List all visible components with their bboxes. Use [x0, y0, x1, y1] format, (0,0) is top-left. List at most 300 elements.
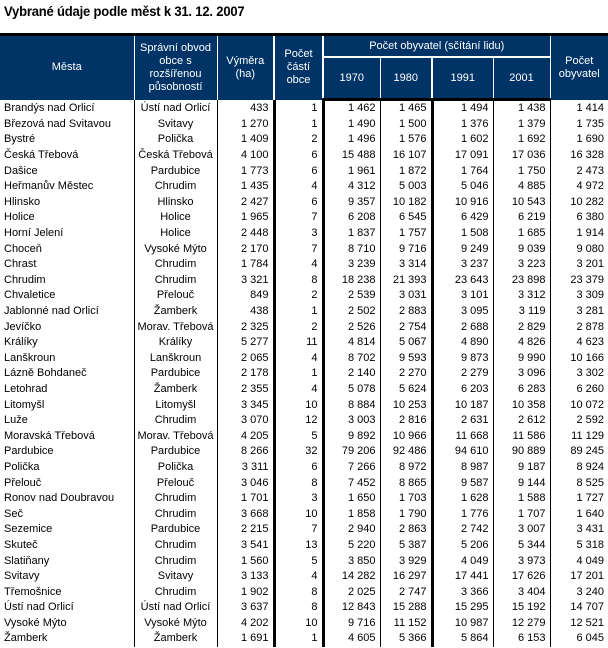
- table-row: [0, 335, 608, 351]
- table-row: [0, 257, 608, 273]
- cell-obvod: Chrudim: [134, 179, 217, 195]
- cell-mesto: Jevíčko: [4, 320, 42, 333]
- table-row: [0, 444, 608, 460]
- cell-obvod: Česká Třebová: [134, 148, 217, 164]
- cell-1970: 14 282: [323, 569, 380, 585]
- table-row: [0, 631, 608, 647]
- cell-1970: 8 884: [323, 397, 380, 413]
- cell-1970: 5 078: [323, 382, 380, 398]
- cell-2001: 3 223: [493, 257, 550, 273]
- cell-obvod: Chrudim: [134, 273, 217, 289]
- cell-obvod: Chrudim: [134, 413, 217, 429]
- cell-obvod: Přelouč: [134, 475, 217, 491]
- cell-1980: 3 314: [380, 257, 432, 273]
- cell-1980: 3 929: [380, 553, 432, 569]
- cell-casti: 8: [274, 273, 323, 289]
- cell-1970: 1 496: [323, 132, 380, 148]
- cell-obvod: Chrudim: [134, 538, 217, 554]
- cell-1970: 7 452: [323, 475, 380, 491]
- cell-vymera: 4 205: [217, 428, 274, 444]
- cell-1980: 5 387: [380, 538, 432, 554]
- cell-1980: 21 393: [380, 273, 432, 289]
- table-row: [0, 616, 608, 632]
- cell-casti: 10: [274, 506, 323, 522]
- cell-1970: 3 850: [323, 553, 380, 569]
- table-row: [0, 304, 608, 320]
- cell-obvod: Žamberk: [134, 631, 217, 647]
- cell-1991: 5 046: [432, 179, 493, 195]
- cell-pocet: 3 431: [550, 522, 608, 538]
- cell-1970: 2 025: [323, 584, 380, 600]
- cell-casti: 32: [274, 444, 323, 460]
- cell-pocet: 4 972: [550, 179, 608, 195]
- cell-pocet: 3 240: [550, 584, 608, 600]
- cell-pocet: 8 924: [550, 460, 608, 476]
- cell-1970: 5 220: [323, 538, 380, 554]
- cell-obvod: Svitavy: [134, 569, 217, 585]
- cell-2001: 3 312: [493, 288, 550, 304]
- cell-vymera: 2 215: [217, 522, 274, 538]
- cell-1980: 6 545: [380, 210, 432, 226]
- cell-1991: 3 101: [432, 288, 493, 304]
- table-row: [0, 522, 608, 538]
- cell-2001: 1 692: [493, 132, 550, 148]
- cell-mesto: Chvaletice: [4, 289, 56, 302]
- cell-1980: 2 747: [380, 584, 432, 600]
- cell-1991: 1 764: [432, 163, 493, 179]
- cell-1980: 2 863: [380, 522, 432, 538]
- cell-1991: 4 890: [432, 335, 493, 351]
- cell-2001: 9 990: [493, 351, 550, 367]
- cell-vymera: 2 065: [217, 351, 274, 367]
- cell-pocet: 10 282: [550, 195, 608, 211]
- cell-mesto: Heřmanův Městec: [4, 180, 94, 193]
- cell-obvod: Chrudim: [134, 553, 217, 569]
- cell-casti: 1: [274, 631, 323, 647]
- cell-1970: 1 837: [323, 226, 380, 242]
- cell-1980: 10 182: [380, 195, 432, 211]
- cell-vymera: 3 668: [217, 506, 274, 522]
- cell-casti: 2: [274, 319, 323, 335]
- cell-mesto: Choceň: [4, 242, 42, 255]
- cell-1991: 1 508: [432, 226, 493, 242]
- cell-casti: 12: [274, 413, 323, 429]
- cell-vymera: 3 345: [217, 397, 274, 413]
- cell-1980: 11 152: [380, 616, 432, 632]
- cell-mesto: Bystré: [4, 133, 36, 146]
- cell-1980: 1 500: [380, 117, 432, 133]
- cell-2001: 9 039: [493, 241, 550, 257]
- cell-vymera: 2 427: [217, 195, 274, 211]
- cell-1991: 6 429: [432, 210, 493, 226]
- cell-1970: 12 843: [323, 600, 380, 616]
- cell-2001: 1 379: [493, 117, 550, 133]
- cell-mesto: Králíky: [4, 336, 38, 349]
- cell-pocet: 3 309: [550, 288, 608, 304]
- cell-1980: 8 972: [380, 460, 432, 476]
- cell-vymera: 3 541: [217, 538, 274, 554]
- cell-casti: 6: [274, 148, 323, 164]
- table-row: [0, 460, 608, 476]
- table-row: [0, 366, 608, 382]
- cell-pocet: 4 049: [550, 553, 608, 569]
- table-row: [0, 163, 608, 179]
- cell-1980: 5 067: [380, 335, 432, 351]
- cell-vymera: 2 448: [217, 226, 274, 242]
- cell-vymera: 438: [217, 304, 274, 320]
- cell-1991: 1 602: [432, 132, 493, 148]
- cell-1980: 1 576: [380, 132, 432, 148]
- cell-obvod: Králíky: [134, 335, 217, 351]
- cell-casti: 2: [274, 288, 323, 304]
- cell-1991: 1 376: [432, 117, 493, 133]
- table-row: [0, 584, 608, 600]
- cell-2001: 1 438: [493, 100, 550, 117]
- cell-1980: 5 003: [380, 179, 432, 195]
- cell-pocet: 23 379: [550, 273, 608, 289]
- cell-vymera: 1 701: [217, 491, 274, 507]
- cell-pocet: 3 201: [550, 257, 608, 273]
- cell-casti: 4: [274, 179, 323, 195]
- cell-1980: 2 270: [380, 366, 432, 382]
- cell-obvod: Vysoké Mýto: [134, 241, 217, 257]
- cell-1991: 10 916: [432, 195, 493, 211]
- cell-1980: 16 297: [380, 569, 432, 585]
- cell-pocet: 2 473: [550, 163, 608, 179]
- cell-mesto: Vysoké Mýto: [4, 616, 67, 629]
- table-row: [0, 538, 608, 554]
- cell-mesto: Chrudim: [4, 273, 46, 286]
- cell-1970: 7 266: [323, 460, 380, 476]
- cell-2001: 9 187: [493, 460, 550, 476]
- cell-obvod: Lanškroun: [134, 351, 217, 367]
- cell-casti: 4: [274, 569, 323, 585]
- cell-pocet: 6 260: [550, 382, 608, 398]
- cell-obvod: Morav. Třebová: [134, 319, 217, 335]
- cell-casti: 3: [274, 226, 323, 242]
- cell-obvod: Chrudim: [134, 257, 217, 273]
- cell-mesto: Ústí nad Orlicí: [4, 601, 74, 614]
- cell-2001: 3 404: [493, 584, 550, 600]
- cell-mesto: Polička: [4, 460, 40, 473]
- table-row: [0, 506, 608, 522]
- col-header-casti: Počet částí obce: [274, 36, 323, 100]
- cell-casti: 8: [274, 584, 323, 600]
- cell-1991: 3 237: [432, 257, 493, 273]
- cell-obvod: Vysoké Mýto: [134, 616, 217, 632]
- cell-obvod: Ústí nad Orlicí: [134, 600, 217, 616]
- cell-vymera: 3 046: [217, 475, 274, 491]
- table-row: [0, 195, 608, 211]
- table-row: [0, 132, 608, 148]
- cell-obvod: Morav. Třebová: [134, 428, 217, 444]
- cell-1970: 2 502: [323, 304, 380, 320]
- cell-casti: 3: [274, 491, 323, 507]
- cell-2001: 1 750: [493, 163, 550, 179]
- cell-1970: 79 206: [323, 444, 380, 460]
- cell-1980: 8 865: [380, 475, 432, 491]
- cell-1980: 10 966: [380, 428, 432, 444]
- cell-obvod: Holice: [134, 210, 217, 226]
- cell-mesto: Luže: [4, 414, 28, 427]
- cell-1970: 4 312: [323, 179, 380, 195]
- table-row: [0, 413, 608, 429]
- cell-vymera: 3 637: [217, 600, 274, 616]
- table-row: [0, 382, 608, 398]
- cell-pocet: 12 521: [550, 616, 608, 632]
- cell-1991: 2 688: [432, 319, 493, 335]
- cell-2001: 5 344: [493, 538, 550, 554]
- table-row: [0, 100, 608, 117]
- cell-1991: 5 864: [432, 631, 493, 647]
- cell-casti: 10: [274, 616, 323, 632]
- cell-2001: 15 192: [493, 600, 550, 616]
- cell-vymera: 1 560: [217, 553, 274, 569]
- cell-mesto: Třemošnice: [4, 585, 62, 598]
- cell-pocet: 2 592: [550, 413, 608, 429]
- cell-pocet: 1 727: [550, 491, 608, 507]
- cell-2001: 23 898: [493, 273, 550, 289]
- cell-vymera: 3 070: [217, 413, 274, 429]
- table-row: [0, 491, 608, 507]
- table-row: [0, 553, 608, 569]
- cell-2001: 11 586: [493, 428, 550, 444]
- table-row: [0, 241, 608, 257]
- cell-pocet: 1 914: [550, 226, 608, 242]
- cell-pocet: 3 281: [550, 304, 608, 320]
- cell-vymera: 5 277: [217, 335, 274, 351]
- cell-vymera: 1 784: [217, 257, 274, 273]
- cell-2001: 12 279: [493, 616, 550, 632]
- cell-casti: 4: [274, 257, 323, 273]
- cell-1991: 17 091: [432, 148, 493, 164]
- cell-mesto: Moravská Třebová: [4, 429, 95, 442]
- col-header-scitani: Počet obyvatel (sčítání lidu): [323, 36, 550, 57]
- cell-mesto: Hlinsko: [4, 195, 41, 208]
- cell-mesto: Litomyšl: [4, 398, 45, 411]
- table-row: [0, 600, 608, 616]
- cell-mesto: Jablonné nad Orlicí: [4, 305, 99, 318]
- cell-1980: 1 757: [380, 226, 432, 242]
- cell-2001: 9 144: [493, 475, 550, 491]
- cell-2001: 3 096: [493, 366, 550, 382]
- cell-vymera: 1 409: [217, 132, 274, 148]
- table-row: [0, 273, 608, 289]
- cell-1970: 1 490: [323, 117, 380, 133]
- cell-1980: 2 883: [380, 304, 432, 320]
- col-header-1980: 1980: [380, 57, 432, 100]
- cell-vymera: 1 691: [217, 631, 274, 647]
- cell-vymera: 1 965: [217, 210, 274, 226]
- cell-mesto: Ronov nad Doubravou: [4, 492, 115, 505]
- cell-mesto: Lanškroun: [4, 351, 56, 364]
- cell-1980: 2 754: [380, 319, 432, 335]
- cell-mesto: Lázně Bohdaneč: [4, 367, 87, 380]
- cell-2001: 2 829: [493, 319, 550, 335]
- cell-2001: 3 007: [493, 522, 550, 538]
- cell-2001: 1 707: [493, 506, 550, 522]
- cell-obvod: Polička: [134, 460, 217, 476]
- cell-vymera: 1 773: [217, 163, 274, 179]
- cities-table: [0, 36, 608, 647]
- cell-casti: 8: [274, 600, 323, 616]
- cell-1970: 9 357: [323, 195, 380, 211]
- cell-1980: 15 288: [380, 600, 432, 616]
- cell-pocet: 10 166: [550, 351, 608, 367]
- cell-mesto: Skuteč: [4, 538, 38, 551]
- cell-1970: 2 526: [323, 319, 380, 335]
- table-row: [0, 210, 608, 226]
- cell-obvod: Přelouč: [134, 288, 217, 304]
- cell-casti: 1: [274, 100, 323, 117]
- cell-1980: 9 716: [380, 241, 432, 257]
- col-header-2001: 2001: [493, 57, 550, 100]
- cell-casti: 10: [274, 397, 323, 413]
- cell-obvod: Litomyšl: [134, 397, 217, 413]
- cell-casti: 5: [274, 553, 323, 569]
- cell-vymera: 2 178: [217, 366, 274, 382]
- cell-casti: 2: [274, 132, 323, 148]
- cell-mesto: Žamberk: [4, 632, 48, 645]
- cell-1970: 8 710: [323, 241, 380, 257]
- col-header-pocet: Počet obyvatel: [550, 36, 608, 100]
- cell-casti: 11: [274, 335, 323, 351]
- cell-1970: 8 702: [323, 351, 380, 367]
- cell-obvod: Žamberk: [134, 304, 217, 320]
- cell-pocet: 10 072: [550, 397, 608, 413]
- cell-obvod: Pardubice: [134, 366, 217, 382]
- cell-mesto: Holice: [4, 211, 35, 224]
- cell-obvod: Svitavy: [134, 117, 217, 133]
- cell-casti: 1: [274, 366, 323, 382]
- cell-pocet: 11 129: [550, 428, 608, 444]
- cell-pocet: 5 318: [550, 538, 608, 554]
- cell-pocet: 1 690: [550, 132, 608, 148]
- cell-obvod: Pardubice: [134, 522, 217, 538]
- cell-1991: 9 249: [432, 241, 493, 257]
- cell-2001: 17 036: [493, 148, 550, 164]
- cell-2001: 10 543: [493, 195, 550, 211]
- cell-1970: 1 462: [323, 100, 380, 117]
- cell-casti: 13: [274, 538, 323, 554]
- cell-1991: 11 668: [432, 428, 493, 444]
- col-header-1970: 1970: [323, 57, 380, 100]
- col-header-obvod: Správní obvod obce s rozšířenou působností: [134, 36, 217, 100]
- cell-1970: 1 961: [323, 163, 380, 179]
- cell-pocet: 1 640: [550, 506, 608, 522]
- cell-1980: 1 790: [380, 506, 432, 522]
- cell-1991: 1 628: [432, 491, 493, 507]
- cell-1970: 1 858: [323, 506, 380, 522]
- cell-1991: 8 987: [432, 460, 493, 476]
- cell-obvod: Chrudim: [134, 506, 217, 522]
- cell-1991: 10 187: [432, 397, 493, 413]
- cell-1991: 3 366: [432, 584, 493, 600]
- cell-pocet: 8 525: [550, 475, 608, 491]
- cell-1970: 6 208: [323, 210, 380, 226]
- cell-casti: 7: [274, 241, 323, 257]
- cell-vymera: 1 270: [217, 117, 274, 133]
- cell-2001: 6 283: [493, 382, 550, 398]
- cell-1970: 18 238: [323, 273, 380, 289]
- cell-1970: 9 716: [323, 616, 380, 632]
- cell-1970: 3 239: [323, 257, 380, 273]
- cell-1991: 1 776: [432, 506, 493, 522]
- cell-1980: 1 703: [380, 491, 432, 507]
- cell-obvod: Hlinsko: [134, 195, 217, 211]
- cell-vymera: 4 100: [217, 148, 274, 164]
- cell-obvod: Polička: [134, 132, 217, 148]
- cell-obvod: Holice: [134, 226, 217, 242]
- table-body: [0, 100, 608, 647]
- cell-2001: 4 826: [493, 335, 550, 351]
- cell-1970: 2 539: [323, 288, 380, 304]
- table-row: [0, 428, 608, 444]
- cell-pocet: 6 380: [550, 210, 608, 226]
- cell-2001: 6 153: [493, 631, 550, 647]
- cell-1980: 9 593: [380, 351, 432, 367]
- cell-1991: 9 587: [432, 475, 493, 491]
- table-row: [0, 288, 608, 304]
- cell-1970: 15 488: [323, 148, 380, 164]
- cell-vymera: 2 325: [217, 319, 274, 335]
- cell-vymera: 2 355: [217, 382, 274, 398]
- cell-mesto: Slatiňany: [4, 554, 50, 567]
- table-row: [0, 179, 608, 195]
- cell-vymera: 849: [217, 288, 274, 304]
- cell-obvod: Pardubice: [134, 163, 217, 179]
- table-row: [0, 117, 608, 133]
- table-row: [0, 475, 608, 491]
- cell-1970: 2 940: [323, 522, 380, 538]
- cell-casti: 7: [274, 522, 323, 538]
- cell-1991: 4 049: [432, 553, 493, 569]
- cell-casti: 4: [274, 382, 323, 398]
- cell-1991: 2 742: [432, 522, 493, 538]
- cell-2001: 2 612: [493, 413, 550, 429]
- cell-vymera: 3 321: [217, 273, 274, 289]
- cell-1991: 15 295: [432, 600, 493, 616]
- cell-casti: 6: [274, 195, 323, 211]
- cell-obvod: Pardubice: [134, 444, 217, 460]
- col-header-vymera: Výměra (ha): [217, 36, 274, 100]
- cell-mesto: Dašice: [4, 164, 38, 177]
- cell-mesto: Seč: [4, 507, 23, 520]
- table-row: [0, 351, 608, 367]
- table-row: [0, 319, 608, 335]
- cell-1970: 4 814: [323, 335, 380, 351]
- cell-2001: 1 588: [493, 491, 550, 507]
- cell-1991: 94 610: [432, 444, 493, 460]
- col-header-mesta: Města: [0, 36, 134, 100]
- cell-casti: 4: [274, 351, 323, 367]
- cell-casti: 5: [274, 428, 323, 444]
- cell-1991: 1 494: [432, 100, 493, 117]
- cell-obvod: Chrudim: [134, 584, 217, 600]
- cell-mesto: Česká Třebová: [4, 149, 79, 162]
- cell-1970: 4 605: [323, 631, 380, 647]
- cell-2001: 3 973: [493, 553, 550, 569]
- cell-1991: 2 631: [432, 413, 493, 429]
- cell-pocet: 17 201: [550, 569, 608, 585]
- cell-mesto: Chrast: [4, 258, 37, 271]
- cell-vymera: 4 202: [217, 616, 274, 632]
- cell-obvod: Žamberk: [134, 382, 217, 398]
- cell-pocet: 14 707: [550, 600, 608, 616]
- cell-vymera: 3 133: [217, 569, 274, 585]
- cell-pocet: 4 623: [550, 335, 608, 351]
- cell-pocet: 3 302: [550, 366, 608, 382]
